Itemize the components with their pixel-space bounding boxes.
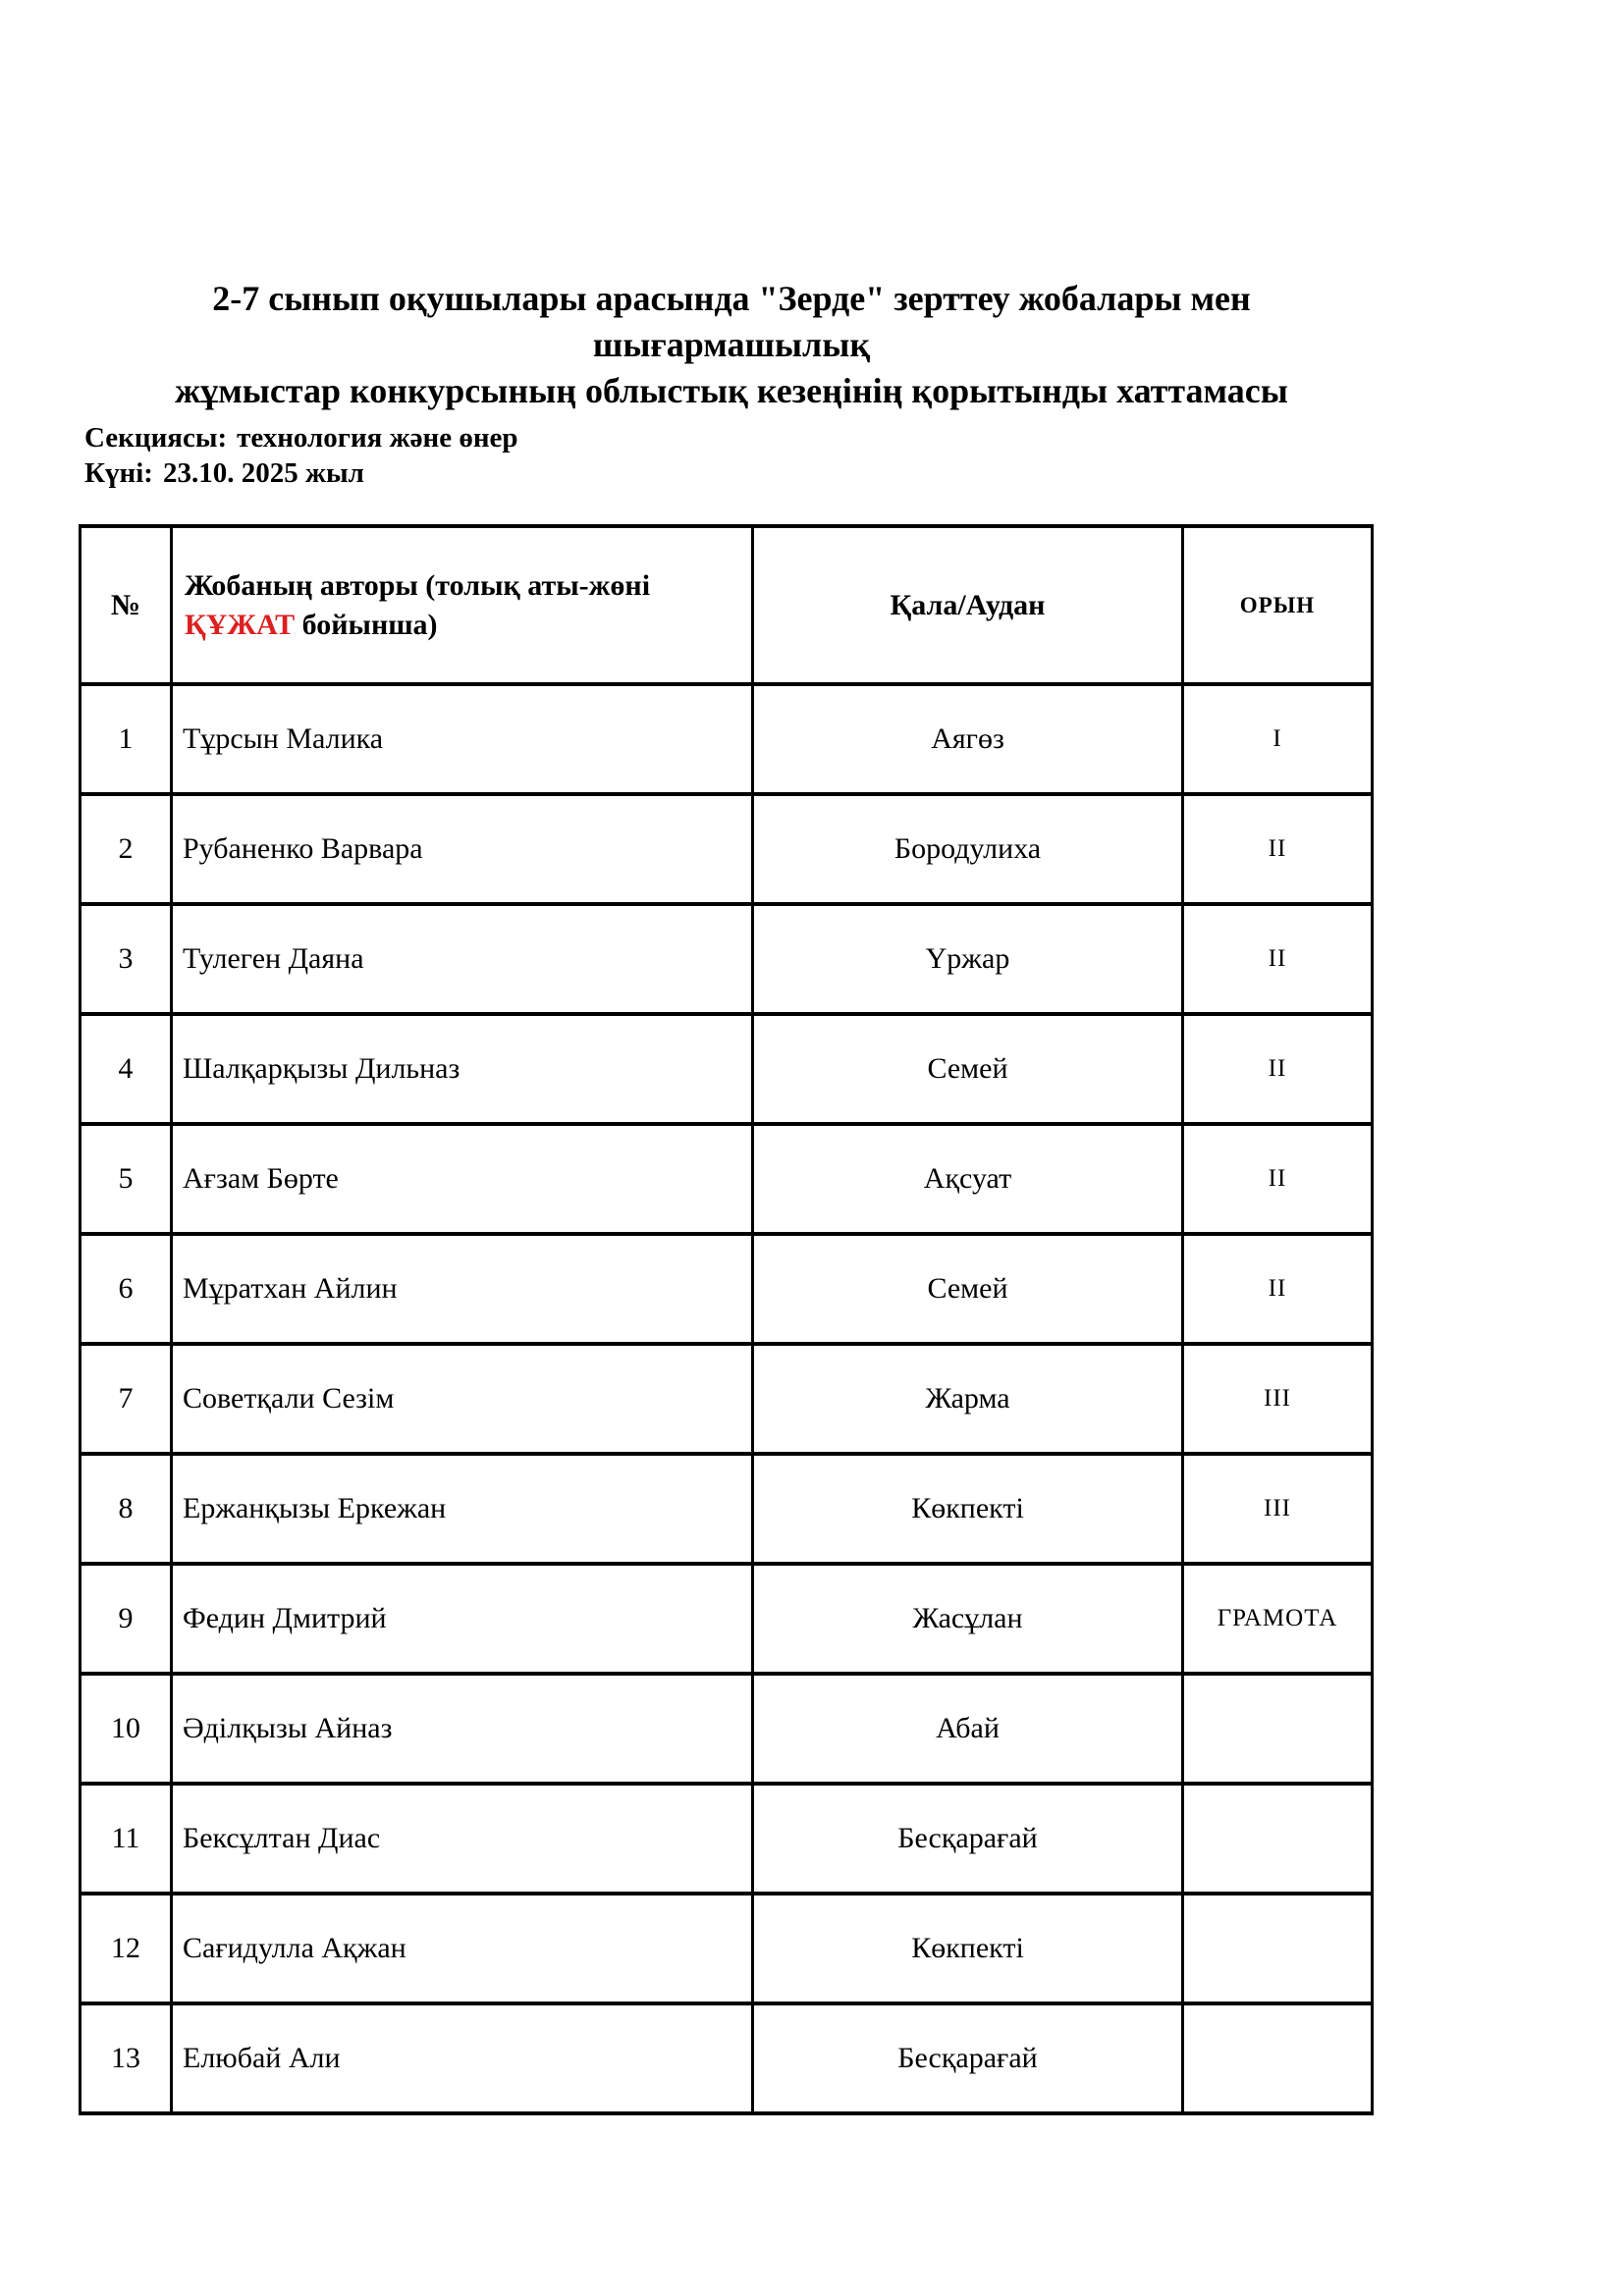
row-city-cell: Семей bbox=[753, 1234, 1183, 1344]
column-header-number: № bbox=[81, 526, 172, 684]
date-value: 23.10. 2025 жыл bbox=[162, 457, 364, 489]
row-city-cell: Бородулиха bbox=[753, 794, 1183, 904]
row-city-cell: Жарма bbox=[753, 1344, 1183, 1454]
section-value: технология және өнер bbox=[237, 422, 518, 454]
row-place-cell bbox=[1183, 1674, 1373, 1784]
row-number-cell: 2 bbox=[81, 794, 172, 904]
row-place-cell: II bbox=[1183, 1124, 1373, 1234]
row-city-cell: Жасұлан bbox=[753, 1564, 1183, 1674]
row-author-cell: Әділқызы Айназ bbox=[172, 1674, 753, 1784]
column-header-author bbox=[172, 526, 753, 684]
row-place-cell: ГРАМОТА bbox=[1183, 1564, 1373, 1674]
row-place-cell bbox=[1183, 2003, 1373, 2113]
row-number-cell: 10 bbox=[81, 1674, 172, 1784]
row-city-cell: Үржар bbox=[753, 904, 1183, 1014]
author-header-text-after: бойынша) bbox=[295, 608, 438, 641]
row-author-cell: Шалқарқызы Дильназ bbox=[172, 1014, 753, 1124]
row-city-cell: Көкпекті bbox=[753, 1894, 1183, 2003]
section-label: Секциясы: bbox=[84, 422, 228, 454]
row-author-cell: Рубаненко Варвара bbox=[172, 794, 753, 904]
row-city-cell: Аягөз bbox=[753, 684, 1183, 794]
row-place-cell: II bbox=[1183, 904, 1373, 1014]
row-number-cell: 5 bbox=[81, 1124, 172, 1234]
author-header-text-before: Жобаның авторы (толық аты-жөні bbox=[185, 568, 651, 602]
row-author-cell: Советқали Сезім bbox=[172, 1344, 753, 1454]
table-row bbox=[81, 1674, 1373, 1784]
row-author-cell: Ержанқызы Еркежан bbox=[172, 1454, 753, 1564]
row-number-cell: 11 bbox=[81, 1784, 172, 1894]
column-header-place: ОРЫН bbox=[1183, 526, 1373, 684]
table-row bbox=[81, 684, 1373, 794]
table-row bbox=[81, 1124, 1373, 1234]
row-place-cell bbox=[1183, 1894, 1373, 2003]
document-title-line1: 2-7 сынып оқушылары арасында "Зерде" зерттеу жобалары мен шығармашылық bbox=[212, 279, 1251, 364]
row-city-cell: Семей bbox=[753, 1014, 1183, 1124]
table-row bbox=[81, 2003, 1373, 2113]
document-meta bbox=[84, 420, 518, 491]
table-row bbox=[81, 904, 1373, 1014]
table-row bbox=[81, 1234, 1373, 1344]
row-number-cell: 12 bbox=[81, 1894, 172, 2003]
table-row bbox=[81, 794, 1373, 904]
row-number-cell: 7 bbox=[81, 1344, 172, 1454]
table-row bbox=[81, 1344, 1373, 1454]
row-city-cell: Ақсуат bbox=[753, 1124, 1183, 1234]
row-place-cell: II bbox=[1183, 1234, 1373, 1344]
row-number-cell: 8 bbox=[81, 1454, 172, 1564]
row-number-cell: 6 bbox=[81, 1234, 172, 1344]
table-row bbox=[81, 1894, 1373, 2003]
row-author-cell: Федин Дмитрий bbox=[172, 1564, 753, 1674]
row-number-cell: 4 bbox=[81, 1014, 172, 1124]
column-header-city: Қала/Аудан bbox=[753, 526, 1183, 684]
row-author-cell: Тулеген Даяна bbox=[172, 904, 753, 1014]
table-header-row bbox=[81, 526, 1373, 684]
table-row bbox=[81, 1784, 1373, 1894]
document-title bbox=[79, 276, 1384, 414]
row-place-cell bbox=[1183, 1784, 1373, 1894]
row-city-cell: Көкпекті bbox=[753, 1454, 1183, 1564]
row-author-cell: Елюбай Али bbox=[172, 2003, 753, 2113]
table-row bbox=[81, 1014, 1373, 1124]
table-row bbox=[81, 1564, 1373, 1674]
row-place-cell: III bbox=[1183, 1454, 1373, 1564]
section-line bbox=[84, 420, 518, 455]
row-city-cell: Бесқарағай bbox=[753, 1784, 1183, 1894]
row-place-cell: II bbox=[1183, 1014, 1373, 1124]
row-number-cell: 13 bbox=[81, 2003, 172, 2113]
date-line bbox=[84, 455, 518, 491]
row-author-cell: Сағидулла Ақжан bbox=[172, 1894, 753, 2003]
row-number-cell: 1 bbox=[81, 684, 172, 794]
row-city-cell: Бесқарағай bbox=[753, 2003, 1183, 2113]
author-header-red-text: ҚҰЖАТ bbox=[185, 608, 296, 641]
row-place-cell: III bbox=[1183, 1344, 1373, 1454]
row-place-cell: II bbox=[1183, 794, 1373, 904]
row-city-cell: Абай bbox=[753, 1674, 1183, 1784]
document-title-line2: жұмыстар конкурсының облыстық кезеңінің қорытынды хаттамасы bbox=[175, 371, 1288, 410]
row-number-cell: 3 bbox=[81, 904, 172, 1014]
row-author-cell: Тұрсын Малика bbox=[172, 684, 753, 794]
table-row bbox=[81, 1454, 1373, 1564]
row-author-cell: Ағзам Бөрте bbox=[172, 1124, 753, 1234]
row-place-cell: I bbox=[1183, 684, 1373, 794]
date-label: Күні: bbox=[84, 457, 153, 489]
row-number-cell: 9 bbox=[81, 1564, 172, 1674]
row-author-cell: Бексұлтан Диас bbox=[172, 1784, 753, 1894]
results-table bbox=[79, 524, 1374, 2115]
row-author-cell: Мұратхан Айлин bbox=[172, 1234, 753, 1344]
